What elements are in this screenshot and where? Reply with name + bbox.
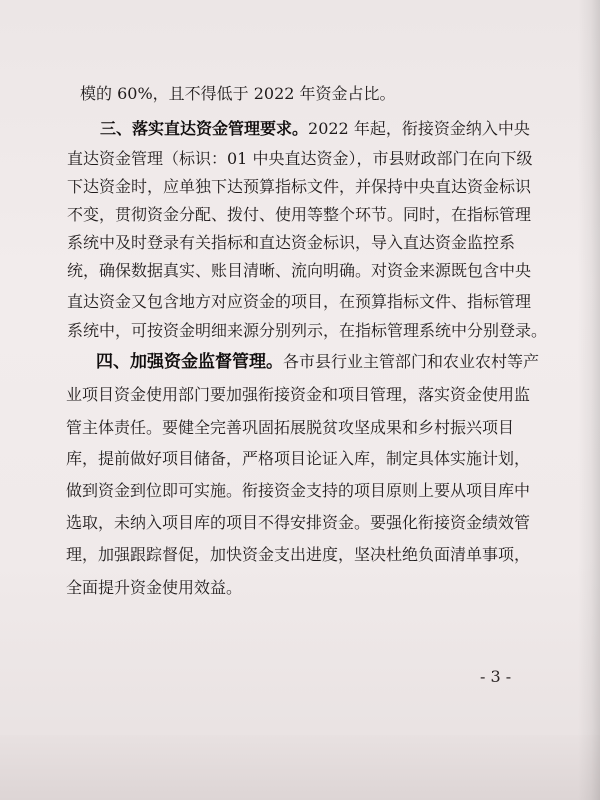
section-4-line: 理，加强跟踪督促，加快资金支出进度，坚决杜绝负面清单事项， [66, 545, 531, 564]
section-3-heading: 三、落实直达资金管理要求。 [100, 119, 309, 138]
text-line [66, 480, 600, 502]
section-3-line: 直达资金又包含地方对应资金的项目，在预算指标文件、指标管理 [67, 292, 532, 311]
section-3-line: 统，确保数据真实、账目清晰、流向明确。对资金来源既包含中央 [67, 261, 532, 280]
section-4-line: 各市县行业主管部门和农业农村等产 [283, 352, 540, 371]
text-line [66, 577, 600, 599]
section-4-line: 做到资金到位即可实施。衔接资金支持的项目原则上要从项目库中 [66, 481, 531, 500]
text-line [67, 291, 600, 313]
text-line [96, 351, 600, 373]
section-4-line: 全面提升资金使用效益。 [66, 578, 243, 597]
paragraph-continuation: 模的 60%，且不得低于 2022 年资金占比。 [80, 84, 396, 103]
text-line [67, 320, 600, 342]
text-line [80, 83, 600, 105]
text-line [66, 448, 600, 470]
text-line [66, 512, 600, 534]
section-4-line: 选取，未纳入项目库的项目不得安排资金。要强化衔接资金绩效管 [66, 513, 531, 532]
text-line [67, 260, 600, 282]
text-line [66, 384, 600, 406]
section-3-line: 2022 年起，衔接资金纳入中央 [308, 119, 530, 138]
text-line [67, 204, 600, 226]
text-line [66, 417, 600, 439]
text-line [67, 148, 600, 170]
section-4-line: 业项目资金使用部门要加强衔接资金和项目管理，落实资金使用监 [66, 385, 531, 404]
text-line [66, 544, 600, 566]
section-4-line: 管主体责任。要健全完善巩固拓展脱贫攻坚成果和乡村振兴项目 [66, 418, 515, 437]
page-bottom-shadow [0, 735, 600, 800]
text-line [67, 232, 600, 254]
section-3-line: 系统中及时登录有关指标和直达资金标识，导入直达资金监控系 [67, 233, 516, 252]
text-line [67, 176, 600, 198]
section-3-line: 直达资金管理（标识：01 中央直达资金），市县财政部门在向下级 [67, 149, 533, 168]
section-3-line: 下达资金时，应单独下达预算指标文件，并保持中央直达资金标识 [67, 177, 532, 196]
text-line [100, 118, 600, 140]
section-4-line: 库，提前做好项目储备，严格项目论证入库，制定具体实施计划， [66, 449, 531, 468]
section-3-line: 系统中，可按资金明细来源分别列示，在指标管理系统中分别登录。 [67, 321, 548, 340]
section-3-line: 不变，贯彻资金分配、拨付、使用等整个环节。同时，在指标管理 [67, 205, 532, 224]
page-number: - 3 - [480, 667, 512, 686]
section-4-heading: 四、加强资金监督管理。 [96, 352, 283, 372]
